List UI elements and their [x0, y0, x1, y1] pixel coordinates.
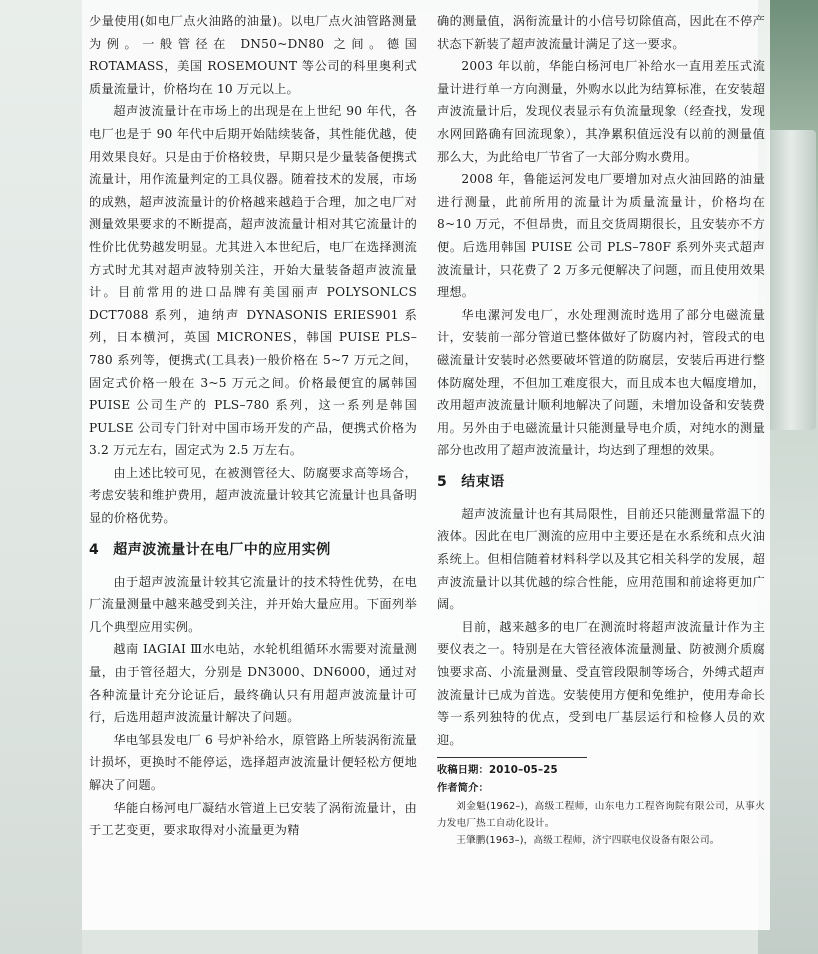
received-date: [437, 762, 765, 780]
left-column: [89, 10, 417, 842]
section-number: 4: [89, 541, 100, 558]
author-bio-text: 王肇鹏(1963–)，高级工程师，济宁四联电仪设备有限公司。: [456, 835, 720, 847]
paragraph: 确的测量值，涡衔流量计的小信号切除值高，因此在不停产状态下新装了超声波流量计满足了这一要求。: [437, 14, 765, 51]
right-column: [437, 10, 765, 849]
paragraph: 超声波流量计在市场上的出现是在上世纪 90 年代，各电厂也是于 90 年代中后期开始陆续装备，其性能优越，使用效果良好。只是由于价格较贵，早期只是少量装备便携式流量计，用作流量判定的工具仪器。随着技术的发展，市场的成熟，超声波流量计的价格越来越趋于合理，加之电厂对测量效果要求的不断提高，超声波流量计相对其它流量计的性价比优势越发明显。尤其进入本世纪后，电厂在选择测流方式时尤其对超声波特别关注，开始大量装备超声波流量计。目前常用的进口品牌有美国丽声 POLYSONLCS DCT7088 系列，迪纳声 DYNASONIS ERIES901 系列，日本横河，英国 MICRONES，韩国 PUISE PLS–780 系列等，便携式(工具表)一般价格在 5~7 万元之间，固定式价格一般在 3~5 万元之间。价格最便宜的属韩国 PUISE 公司生产的 PLS–780 系列，这一系列是韩国 PULSE 公司专门针对中国市场开发的产品，便携式价格为 3.2 万元左右，固定式为 2.5 万左右。: [89, 104, 417, 458]
paragraph: 少量使用(如电厂点火油路的油量)。以电厂点火油管路测量为例。一般管径在 DN50~DN80 之间。德国 ROTAMASS，美国 ROSEMOUNT 等公司的科里奥利式质量流量计，价格均在 10 万元以上。: [89, 14, 417, 96]
paragraph: 超声波流量计也有其局限性，目前还只能测量常温下的液体。因此在电厂测流的应用中主要还是在水系统和点火油系统上。但相信随着材料科学以及其它相关科学的发展，超声波流量计以其优越的综合性能，应用范围和前途将更加广阔。: [437, 506, 765, 612]
author-bio-text: 刘金魁(1962–)，高级工程师，山东电力工程咨询院有限公司，从事火力发电厂热工自动化设计。: [437, 801, 765, 830]
section-number: 5: [437, 473, 448, 490]
paragraph: 2008 年，鲁能运河发电厂要增加对点火油回路的油量进行测量，此前所用的流量计为质量流量计，价格均在 8~10 万元，不但昂贵，而且交货周期很长，且安装亦不方便。后选用韩国 PUISE 公司 PLS–780F 系列外夹式超声波流量计，只花费了 2 万多元便解决了问题，而且使用效果理想。: [437, 172, 765, 300]
paragraph: 2003 年以前，华能白杨河电厂补给水一直用差压式流量计进行单一方向测量，外购水以此为结算标准，在安装超声波流量计后，发现仪表显示有负流量现象（经查找，发现水网回路确有回流现象），其净累积值远没有以前的测量值那么大，为此给电厂节省了一大部分购水费用。: [437, 59, 765, 164]
section-title: 结束语: [461, 473, 505, 490]
paragraph: 华能白杨河电厂凝结水管道上已安装了涡衔流量计，由于工艺变更，要求取得对小流量更为精: [89, 800, 417, 838]
received-value: 2010–05–25: [488, 765, 558, 777]
authors-label: 作者简介：: [437, 783, 489, 795]
paragraph: 由于超声波流量计较其它流量计的技术特性优势，在电厂流量测量中越来越受到关注，并开始大量应用。下面列举几个典型应用实例。: [89, 574, 417, 634]
section-title: 超声波流量计在电厂中的应用实例: [113, 541, 331, 558]
background-left: [0, 0, 82, 954]
authors-heading: [437, 780, 765, 798]
paragraph: 目前，越来越多的电厂在测流时将超声波流量计作为主要仪表之一。特别是在大管径液体流量测量、防被测介质腐蚀要求高、小流量测量、受直管段限制等场合，外缚式超声波流量计已成为首选。安装使用方便和免维护，使用寿命长等一系列独特的优点，受到电厂基层运行和检修人员的欢迎。: [437, 619, 765, 747]
author-bio-1: [437, 798, 765, 832]
paragraph: 华电邹县发电厂 6 号炉补给水，原管路上所装涡衔流量计损坏，更换时不能停运，选择超声波流量计便轻松方便地解决了问题。: [89, 732, 417, 792]
divider: [437, 757, 587, 758]
paragraph: 华电漯河发电厂，水处理测流时选用了部分电磁流量计，安装前一部分管道已整体做好了防腐内衬，管段式的电磁流量计安装时必然要破坏管道的防腐层，安装后再进行整体防腐处理，不但加工难度很大，而且成本也大幅度增加，改用超声波流量计顺利地解决了问题，未增加设备和安装费用。另外由于电磁流量计只能测量导电介质，对纯水的测量部分也改用了超声波流量计，均达到了理想的效果。: [437, 307, 765, 458]
paragraph: 由上述比较可见，在被测管径大、防腐要求高等场合，考虑安装和维护费用，超声波流量计较其它流量计也具备明显的价格优势。: [89, 465, 417, 526]
paragraph: 越南 IAGIAI Ⅲ水电站，水轮机组循环水需要对流量测量，由于管径超大，分别是 DN3000、DN6000，通过对各种流量计充分论证后，最终确认只有用超声波流量计可行，后选用超声波流量计解决了问题。: [89, 642, 417, 725]
received-label: 收稿日期：: [437, 765, 489, 777]
section-heading-4: [89, 539, 417, 561]
section-heading-5: [437, 471, 765, 493]
author-bio-2: [437, 832, 765, 849]
